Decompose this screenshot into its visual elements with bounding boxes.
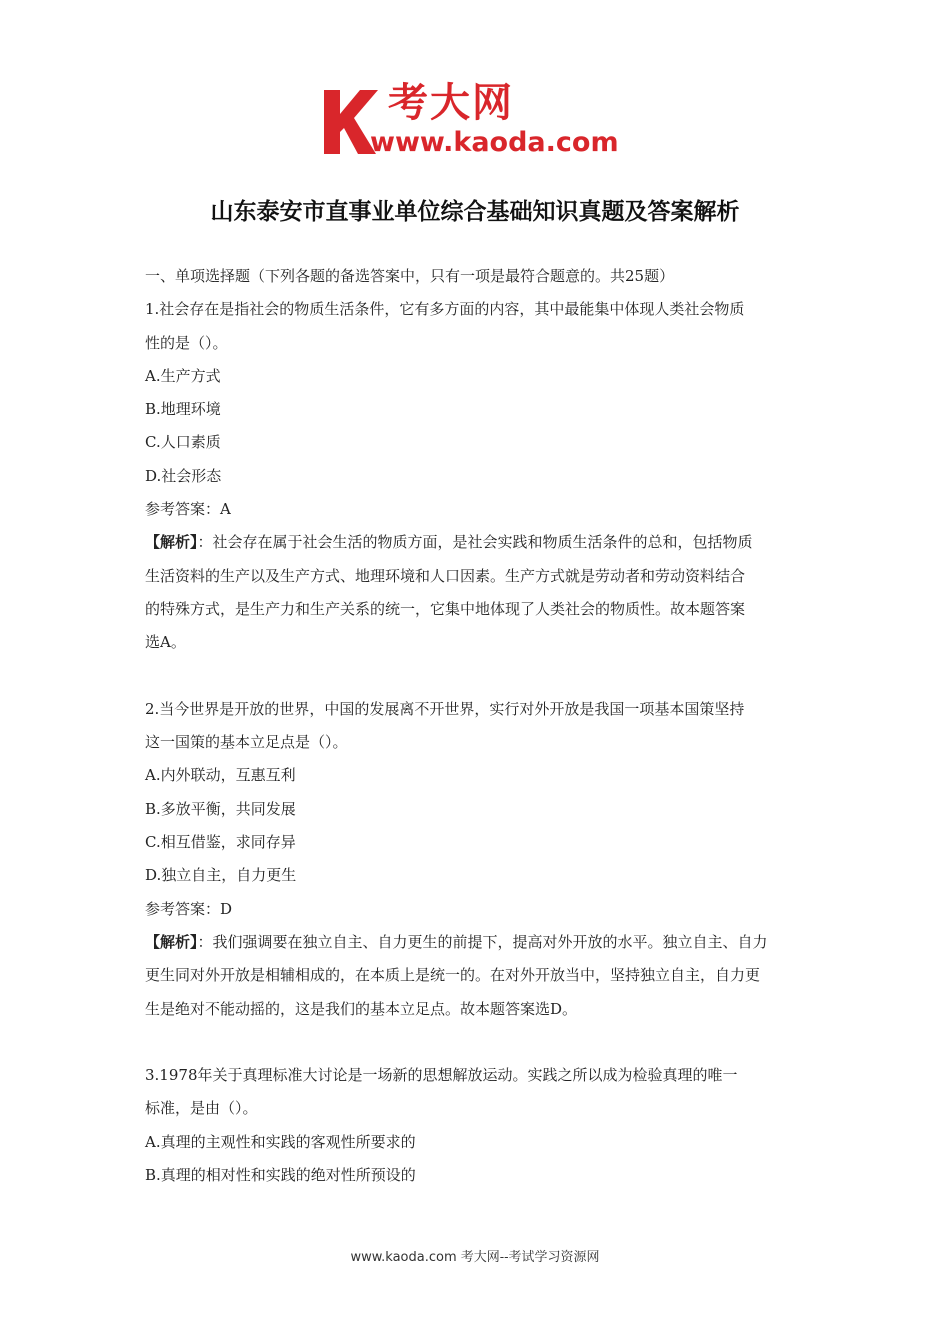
option-b: B.真理的相对性和实践的绝对性所预设的 bbox=[145, 1166, 416, 1185]
analysis-text: ：我们强调要在独立自主、自力更生的前提下，提高对外开放的水平。独立自主、自力 bbox=[197, 932, 768, 951]
question-stem-line: 标准，是由（）。 bbox=[145, 1099, 258, 1118]
analysis-line: 更生同对外开放是相辅相成的，在本质上是统一的。在对外开放当中，坚持独立自主，自力更 bbox=[145, 966, 761, 985]
analysis-line: 生是绝对不能动摇的，这是我们的基本立足点。故本题答案选D。 bbox=[145, 999, 578, 1018]
document-body bbox=[145, 260, 810, 1192]
section-heading: 一、单项选择题（下列各题的备选答案中，只有一项是最符合题意的。共25题） bbox=[145, 267, 675, 285]
logo-url-text: www.kaoda.com bbox=[370, 127, 619, 158]
question-1 bbox=[145, 293, 810, 659]
question-2 bbox=[145, 693, 810, 1026]
question-stem-line: 2.当今世界是开放的世界，中国的发展离不开世界，实行对外开放是我国一项基本国策坚持 bbox=[145, 699, 745, 718]
kaoda-logo bbox=[318, 82, 638, 162]
footer-url[interactable]: www.kaoda.com bbox=[350, 1250, 457, 1265]
option-b: B.地理环境 bbox=[145, 400, 221, 419]
question-stem-line: 1.社会存在是指社会的物质生活条件，它有多方面的内容，其中最能集中体现人类社会物质 bbox=[145, 300, 745, 319]
analysis-label: 【解析】 bbox=[145, 932, 198, 951]
question-3 bbox=[145, 1059, 810, 1192]
reference-answer: 参考答案：D bbox=[145, 899, 233, 918]
analysis-line: 的特殊方式，是生产力和生产关系的统一，它集中地体现了人类社会的物质性。故本题答案 bbox=[145, 599, 746, 618]
option-a: A.生产方式 bbox=[145, 366, 221, 385]
document-title: 山东泰安市直事业单位综合基础知识真题及答案解析 bbox=[210, 199, 740, 225]
analysis-line bbox=[145, 526, 810, 559]
option-d: D.社会形态 bbox=[145, 466, 222, 485]
footer-text: 考大网--考试学习资源网 bbox=[456, 1250, 600, 1265]
analysis-line bbox=[145, 926, 810, 959]
option-a: A.内外联动，互惠互利 bbox=[145, 766, 296, 785]
option-c: C.人口素质 bbox=[145, 433, 221, 452]
spacer bbox=[145, 660, 810, 693]
page-footer bbox=[0, 1246, 950, 1265]
spacer bbox=[145, 1026, 810, 1059]
analysis-line: 生活资料的生产以及生产方式、地理环境和人口因素。生产方式就是劳动者和劳动资料结合 bbox=[145, 566, 746, 585]
question-stem-line: 性的是（）。 bbox=[145, 333, 228, 352]
question-stem-line: 3.1978年关于真理标准大讨论是一场新的思想解放运动。实践之所以成为检验真理的唯一 bbox=[145, 1066, 738, 1085]
option-b: B.多放平衡，共同发展 bbox=[145, 799, 296, 818]
option-d: D.独立自主，自力更生 bbox=[145, 866, 297, 885]
reference-answer: 参考答案：A bbox=[145, 500, 231, 519]
analysis-label: 【解析】 bbox=[145, 533, 198, 552]
question-stem-line: 这一国策的基本立足点是（）。 bbox=[145, 733, 348, 752]
analysis-text: ：社会存在属于社会生活的物质方面，是社会实践和物质生活条件的总和，包括物质 bbox=[197, 533, 753, 552]
logo-chinese-text: 考大网 bbox=[388, 80, 514, 126]
option-a: A.真理的主观性和实践的客观性所要求的 bbox=[145, 1132, 416, 1151]
analysis-line: 选A。 bbox=[145, 633, 186, 652]
option-c: C.相互借鉴，求同存异 bbox=[145, 833, 296, 852]
